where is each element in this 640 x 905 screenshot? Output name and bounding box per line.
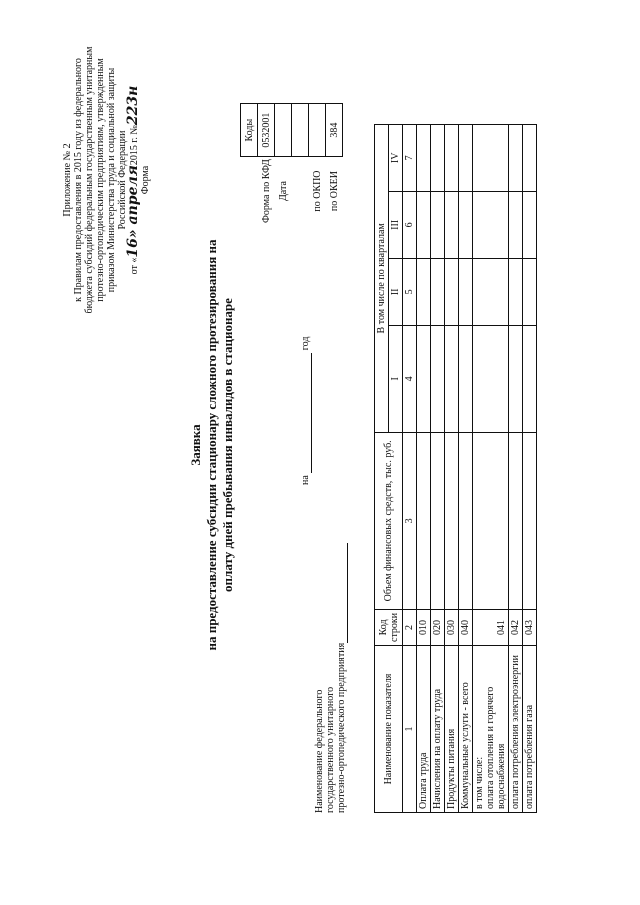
cell-q2[interactable] <box>473 258 509 325</box>
table-row <box>523 124 537 812</box>
row-label: Начисления на оплату труда <box>431 646 445 813</box>
year-blank <box>300 353 312 473</box>
row-label: оплата потребления электроэнергии <box>509 646 523 813</box>
row-code: 040 <box>459 609 473 645</box>
cell-q4[interactable] <box>459 124 473 191</box>
cell-volume[interactable] <box>417 432 431 609</box>
appendix-line: приказом Министерства труда и социальной защиты <box>106 67 117 293</box>
row-label: Оплата труда <box>417 646 431 813</box>
cell-q4[interactable] <box>523 124 537 191</box>
table-row <box>509 124 523 812</box>
appendix-block <box>62 15 151 345</box>
cell-volume[interactable] <box>473 432 509 609</box>
table-row <box>445 124 459 812</box>
col-number: 5 <box>403 258 417 325</box>
cell-q1[interactable] <box>473 325 509 432</box>
main-table-block <box>374 124 537 813</box>
cell-q2[interactable] <box>459 258 473 325</box>
col-header-q4: IV <box>389 124 403 191</box>
title-line: на предоставление субсидии стационару сложного протезирования на <box>204 239 219 651</box>
col-header-indicator: Наименование показателя <box>375 646 403 813</box>
codes-value <box>275 104 292 157</box>
row-label: Продукты питания <box>445 646 459 813</box>
table-row <box>459 124 473 812</box>
cell-q1[interactable] <box>509 325 523 432</box>
cell-q4[interactable] <box>445 124 459 191</box>
appendix-title: Приложение № 2 <box>62 143 73 217</box>
codes-header: Коды <box>241 104 258 157</box>
cell-q3[interactable] <box>473 191 509 258</box>
cell-q3[interactable] <box>431 191 445 258</box>
col-number: 3 <box>403 432 417 609</box>
cell-q2[interactable] <box>431 258 445 325</box>
document-title <box>188 165 236 725</box>
col-header-q1: I <box>389 325 403 432</box>
row-label: в том числе: оплата отопления и горячего водоснабжения <box>473 646 509 813</box>
enterprise-block: Наименование федерального государственного унитарного протезно-ортопедического предприятия <box>314 513 348 813</box>
cell-q3[interactable] <box>509 191 523 258</box>
codes-label: по ОКПО <box>311 170 323 212</box>
codes-block <box>240 103 343 225</box>
col-number: 1 <box>403 646 417 813</box>
cell-volume[interactable] <box>445 432 459 609</box>
col-header-q3: III <box>389 191 403 258</box>
row-code: 020 <box>431 609 445 645</box>
form-label: Форма <box>140 165 151 195</box>
year-line: на год <box>300 336 311 485</box>
title-line: оплату дней пребывания инвалидов в стационаре <box>220 298 235 592</box>
handwritten-number: 223н <box>125 85 141 126</box>
col-header-q2: II <box>389 258 403 325</box>
codes-label: Форма по КФД <box>260 159 272 223</box>
cell-q4[interactable] <box>509 124 523 191</box>
codes-value: 384 <box>326 104 343 157</box>
col-header-volume: Объем финансовых средств, тыс. руб. <box>375 432 403 609</box>
row-code: 041 <box>473 609 509 645</box>
codes-value <box>292 104 309 157</box>
row-code: 010 <box>417 609 431 645</box>
row-label: оплата потребления газа <box>523 646 537 813</box>
codes-label: по ОКЕИ <box>328 171 340 212</box>
appendix-line: бюджета субсидий федеральным государственным унитарным <box>84 46 95 314</box>
cell-q3[interactable] <box>417 191 431 258</box>
codes-value <box>309 104 326 157</box>
cell-q2[interactable] <box>509 258 523 325</box>
cell-q1[interactable] <box>459 325 473 432</box>
cell-q2[interactable] <box>445 258 459 325</box>
cell-q1[interactable] <box>445 325 459 432</box>
row-code: 042 <box>509 609 523 645</box>
cell-q1[interactable] <box>523 325 537 432</box>
row-label: Коммунальные услуги - всего <box>459 646 473 813</box>
cell-q3[interactable] <box>459 191 473 258</box>
enterprise-blank <box>336 543 348 643</box>
appendix-line: к Правилам предоставления в 2015 году из федерального <box>73 58 84 302</box>
col-header-code: Код строки <box>375 609 403 645</box>
title-line: Заявка <box>188 424 203 466</box>
table-row <box>417 124 431 812</box>
col-header-quarters: В том числе по кварталам <box>375 124 389 432</box>
main-table <box>374 124 537 813</box>
cell-q1[interactable] <box>417 325 431 432</box>
col-number: 6 <box>403 191 417 258</box>
col-number: 4 <box>403 325 417 432</box>
handwritten-date: 16» апреля <box>125 165 141 258</box>
appendix-line: Российской Федерации <box>117 130 128 230</box>
col-number: 2 <box>403 609 417 645</box>
cell-q3[interactable] <box>445 191 459 258</box>
cell-volume[interactable] <box>431 432 445 609</box>
col-number: 7 <box>403 124 417 191</box>
cell-q4[interactable] <box>431 124 445 191</box>
row-code: 043 <box>523 609 537 645</box>
codes-label: Дата <box>277 181 289 202</box>
codes-value: 0532001 <box>258 104 275 157</box>
cell-q4[interactable] <box>473 124 509 191</box>
table-row <box>473 124 509 812</box>
cell-volume[interactable] <box>523 432 537 609</box>
cell-q4[interactable] <box>417 124 431 191</box>
appendix-date: от «16» апреля2015 г. №223н <box>125 85 141 275</box>
cell-volume[interactable] <box>459 432 473 609</box>
cell-volume[interactable] <box>509 432 523 609</box>
cell-q2[interactable] <box>523 258 537 325</box>
cell-q2[interactable] <box>417 258 431 325</box>
codes-label <box>292 157 309 225</box>
cell-q1[interactable] <box>431 325 445 432</box>
cell-q3[interactable] <box>523 191 537 258</box>
row-code: 030 <box>445 609 459 645</box>
codes-table <box>240 103 343 225</box>
appendix-line: протезно-ортопедическим предприятиям, утвержденным <box>95 58 106 302</box>
table-row <box>431 124 445 812</box>
